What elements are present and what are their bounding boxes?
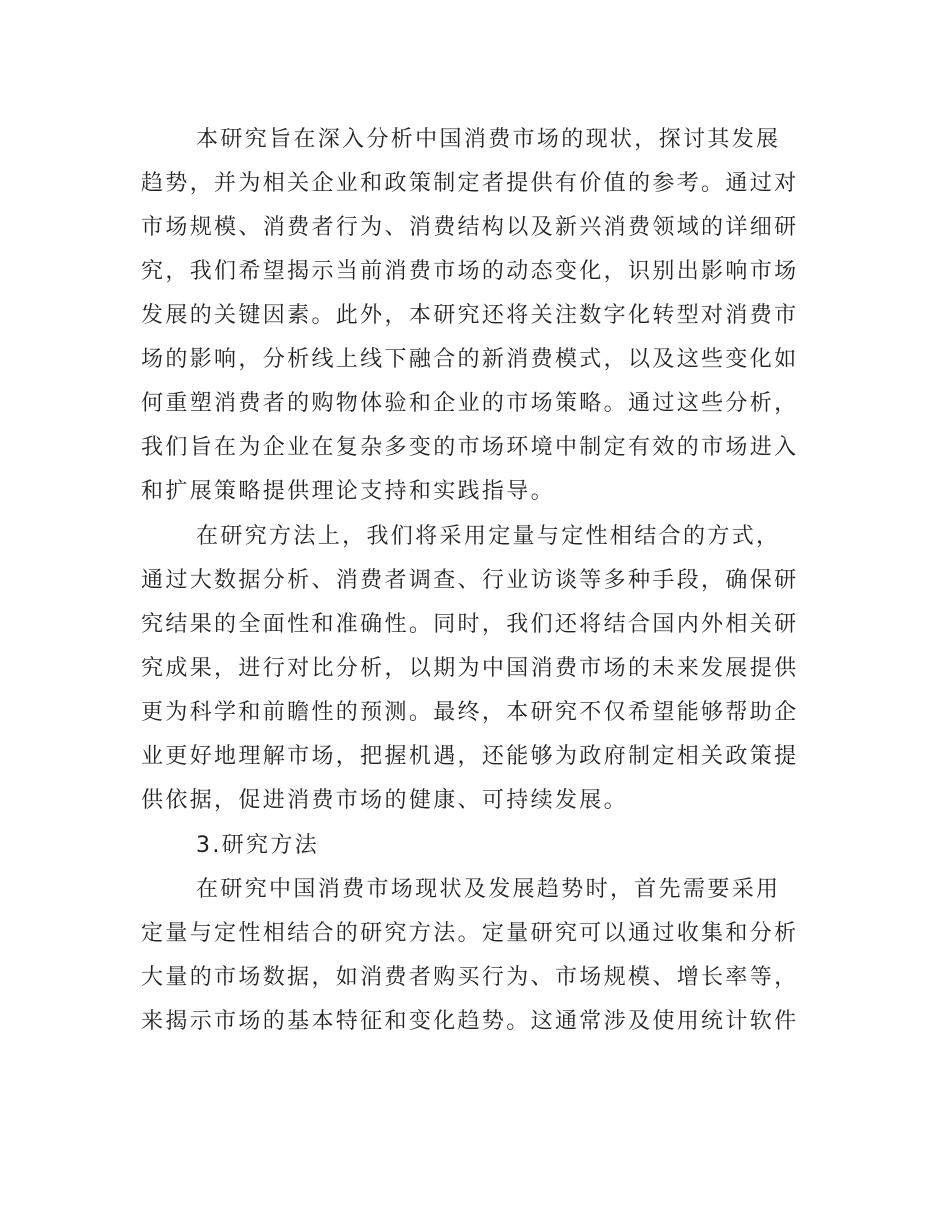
paragraph-2-line-7: 供依据，促进消费市场的健康、可持续发展。 — [141, 788, 629, 813]
paragraph-3-line-4: 来揭示市场的基本特征和变化趋势。这通常涉及使用统计软件 — [141, 1009, 799, 1034]
paragraph-3-line-1: 在研究中国消费市场现状及发展趋势时，首先需要采用 — [196, 877, 781, 902]
paragraph-2-line-1: 在研究方法上，我们将采用定量与定性相结合的方式， — [196, 524, 781, 549]
paragraph-1-line-5: 发展的关键因素。此外，本研究还将关注数字化转型对消费市 — [141, 303, 799, 328]
paragraph-3-line-2: 定量与定性相结合的研究方法。定量研究可以通过收集和分析 — [141, 921, 799, 946]
paragraph-1-line-1: 本研究旨在深入分析中国消费市场的现状，探讨其发展 — [196, 127, 781, 152]
paragraph-2-line-5: 更为科学和前瞻性的预测。最终，本研究不仅希望能够帮助企 — [141, 700, 799, 725]
paragraph-2-line-4: 究成果，进行对比分析，以期为中国消费市场的未来发展提供 — [141, 656, 799, 681]
paragraph-1-line-4: 究，我们希望揭示当前消费市场的动态变化，识别出影响市场 — [141, 259, 799, 284]
paragraph-1-line-9: 和扩展策略提供理论支持和实践指导。 — [141, 479, 555, 504]
paragraph-1-line-2: 趋势，并为相关企业和政策制定者提供有价值的参考。通过对 — [141, 171, 799, 196]
paragraph-2-line-2: 通过大数据分析、消费者调查、行业访谈等多种手段，确保研 — [141, 568, 799, 593]
paragraph-1-line-8: 我们旨在为企业在复杂多变的市场环境中制定有效的市场进入 — [141, 435, 799, 460]
paragraph-1-line-3: 市场规模、消费者行为、消费结构以及新兴消费领域的详细研 — [141, 215, 799, 240]
paragraph-2-line-6: 业更好地理解市场，把握机遇，还能够为政府制定相关政策提 — [141, 744, 799, 769]
paragraph-3-line-3: 大量的市场数据，如消费者购买行为、市场规模、增长率等， — [141, 965, 799, 990]
section-heading: 3.研究方法 — [196, 833, 320, 858]
paragraph-2-line-3: 究结果的全面性和准确性。同时，我们还将结合国内外相关研 — [141, 612, 799, 637]
paragraph-1-line-6: 场的影响，分析线上线下融合的新消费模式，以及这些变化如 — [141, 347, 799, 372]
paragraph-1-line-7: 何重塑消费者的购物体验和企业的市场策略。通过这些分析， — [141, 391, 799, 416]
